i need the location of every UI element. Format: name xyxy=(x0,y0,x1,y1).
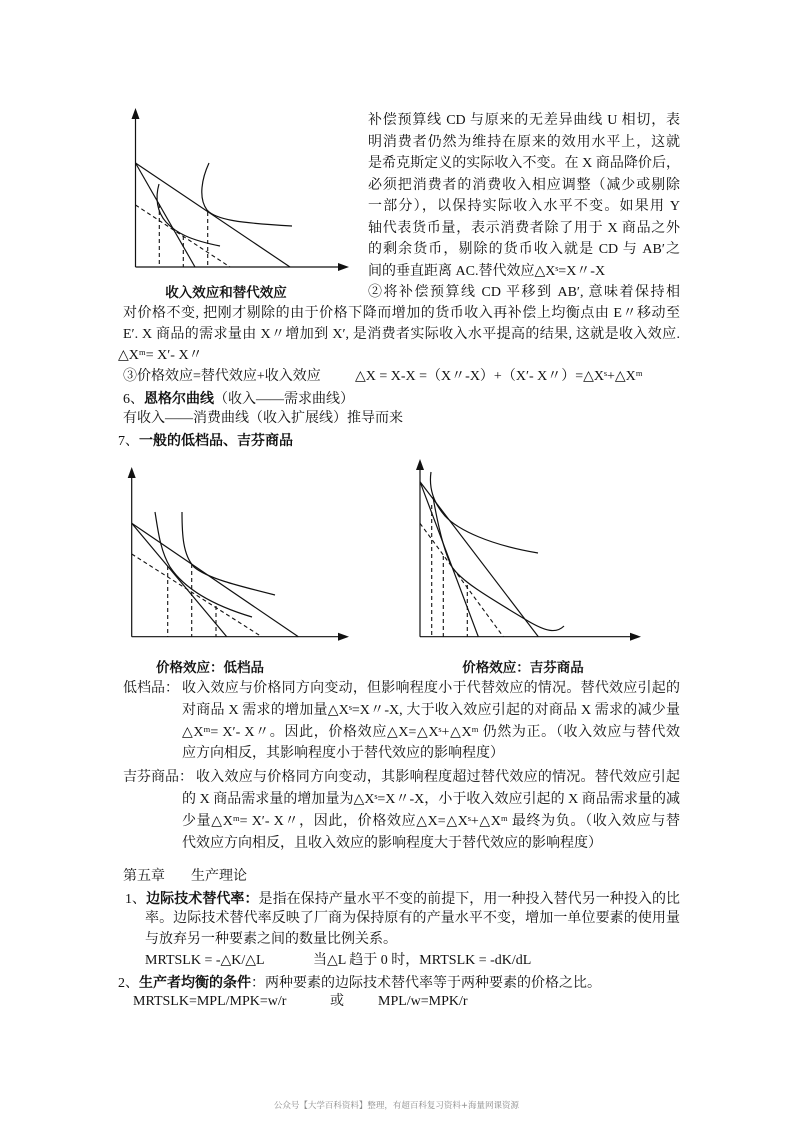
item2-number: 2、 xyxy=(118,976,139,991)
budget-line-ab xyxy=(420,482,478,637)
mrts-formula: MRTSLK = -△K/△L xyxy=(145,953,265,968)
y-axis-arrow-icon xyxy=(128,467,136,478)
side-text-line: 轴代表货币量，表示消费者除了用于 X 商品之外 xyxy=(368,221,680,236)
item1-number: 1、 xyxy=(125,892,147,907)
indifference-curve-u1 xyxy=(155,512,252,617)
engel-note: 有收入——消费曲线（收入扩展线）推导而来 xyxy=(123,411,403,426)
engel-subtitle: （收入——需求曲线） xyxy=(214,392,354,407)
budget-line-ab-prime xyxy=(132,523,299,636)
side-text-line: 必须把消费者的消费收入相应调整（减少或剔除 xyxy=(368,178,680,193)
engel-number: 6、 xyxy=(123,392,144,407)
mrts-definition-line: 率。边际技术替代率反映了厂商为保持原有的产量水平不变，增加一单位要素的使用量 xyxy=(145,911,680,926)
giffen-good-label: 吉芬商品： xyxy=(123,770,193,785)
side-text-line: 的剩余货币，剔除的货币收入就是 CD 与 AB′之 xyxy=(368,242,680,257)
price-effect-formula: △X = X-X =（X〃-X）+（X′- X〃）=△Xˢ+△Xᵐ xyxy=(355,369,643,384)
indifference-curve-u2 xyxy=(202,163,292,226)
body-text-line: E′. X 商品的需求量由 X〃增加到 X′, 是消费者实际收入水平提高的结果, 这就是收入效应. xyxy=(123,327,680,342)
chapter-heading xyxy=(123,868,247,886)
giffen-good-line: 少量△Xᵐ= X′- X〃，因此，价格效应△X=△Xˢ+△Xᵐ 最终为负。（收入效应与替 xyxy=(182,814,680,829)
section7-heading xyxy=(118,431,293,451)
x-axis-arrow-icon xyxy=(338,263,349,271)
inferior-good-line: △Xᵐ= X′- X〃。因此，价格效应△X=△Xˢ+△Xᵐ 仍然为正。（收入效应与替代效 xyxy=(182,725,680,740)
mrts-limit-formula: 当△L 趋于 0 时，MRTSLK = -dK/dL xyxy=(313,953,532,968)
inferior-good-line: 对商品 X 需求的增加量△Xˢ=X〃-X, 大于收入效应引起的对商品 X 需求的减少量 xyxy=(182,703,680,718)
side-text-line: 间的垂直距离 AC.替代效应△Xˢ=X〃-X xyxy=(368,264,606,279)
item1-text: 是指在保持产量水平不变的前提下，用一种投入替代另一种投入的比 xyxy=(258,892,681,907)
compensated-budget-line-cd xyxy=(420,523,503,636)
figure-caption-giffen-good: 价格效应：吉芬商品 xyxy=(462,660,584,675)
indifference-curve-u1 xyxy=(157,184,220,246)
side-text-line: 是希克斯定义的实际收入不变。在 X 商品降价后， xyxy=(368,156,680,171)
producer-equilibrium-line xyxy=(118,973,601,993)
indifference-curve-u2 xyxy=(430,472,538,553)
x-axis-arrow-icon xyxy=(338,633,349,641)
engel-title: 恩格尔曲线 xyxy=(144,390,214,406)
equilibrium-formula-a: MRTSLK=MPL/MPK=w/r xyxy=(133,994,287,1009)
figure-giffen-good xyxy=(416,459,641,641)
figure-caption-inferior-good: 价格效应：低档品 xyxy=(156,660,264,675)
item2-term: 生产者均衡的条件 xyxy=(139,974,251,990)
indifference-curve-u2 xyxy=(182,512,275,595)
budget-line-ab-prime xyxy=(136,163,291,267)
figure-caption-income-substitution: 收入效应和替代效应 xyxy=(165,285,287,300)
equilibrium-connector: 或 xyxy=(330,994,344,1009)
side-text-line: ②将补偿预算线 CD 平移到 AB′, 意味着保持相 xyxy=(368,285,680,300)
x-axis-arrow-icon xyxy=(630,633,641,641)
budget-line-ab xyxy=(132,523,227,636)
giffen-good-line: 的 X 商品需求量的增加量为△Xˢ=X〃-X，小于收入效应引起的 X 商品需求量的减 xyxy=(182,792,680,807)
giffen-good-line: 收入效应与价格同方向变动，其影响程度超过替代效应的情况。替代效应引起 xyxy=(196,770,680,785)
item1-term: 边际技术替代率： xyxy=(146,890,259,906)
chapter-number: 第五章 xyxy=(123,869,165,884)
indifference-curve-u1 xyxy=(433,497,564,631)
side-text-line: 明消费者仍然为维持在原来的效用水平上，这就 xyxy=(368,135,680,150)
figure-inferior-good xyxy=(128,467,349,641)
section7-title: 一般的低档品、吉芬商品 xyxy=(139,432,293,448)
mrts-definition-line: 与放弃另一种要素之间的数量比例关系。 xyxy=(145,932,397,947)
y-axis-arrow-icon xyxy=(132,108,140,119)
mrts-definition-line xyxy=(125,889,680,909)
compensated-budget-line-cd xyxy=(136,205,231,267)
item2-text: ：两种要素的边际技术替代率等于两种要素的价格之比。 xyxy=(251,976,601,991)
budget-line-ab xyxy=(136,163,196,267)
side-text-line: 一部分），以保持实际收入水平不变。如果用 Y xyxy=(368,199,680,214)
body-text-line: 对价格不变, 把刚才剔除的由于价格下降而增加的货币收入再补偿上均衡点由 E〃移动至 xyxy=(123,306,680,321)
inferior-good-label: 低档品： xyxy=(123,681,179,696)
figure-income-substitution xyxy=(132,108,350,271)
equilibrium-formula-b: MPL/w=MPK/r xyxy=(378,994,468,1009)
inferior-good-line: 应方向相反，其影响程度小于替代效应的影响程度） xyxy=(182,746,504,761)
engel-heading xyxy=(123,389,354,409)
compensated-budget-line-cd xyxy=(132,554,262,637)
giffen-good-line: 代效应方向相反，且收入效应的影响程度大于替代效应的影响程度） xyxy=(182,836,602,851)
price-effect-label: ③价格效应=替代效应+收入效应 xyxy=(123,369,321,384)
y-axis-arrow-icon xyxy=(416,459,424,470)
income-effect-formula: △Xᵐ= X′- X〃 xyxy=(118,348,203,363)
inferior-good-line: 收入效应与价格同方向变动，但影响程度小于代替效应的情况。替代效应引起的 xyxy=(182,681,680,696)
footer-watermark: 公众号【大学百科资料】整理，有超百科复习资料+海量网课资源 xyxy=(273,1101,520,1111)
budget-line-ab-prime xyxy=(420,482,538,637)
side-text-line: 补偿预算线 CD 与原来的无差异曲线 U 相切，表 xyxy=(368,113,680,128)
chapter-title: 生产理论 xyxy=(191,869,247,884)
section7-number: 7、 xyxy=(118,434,139,449)
